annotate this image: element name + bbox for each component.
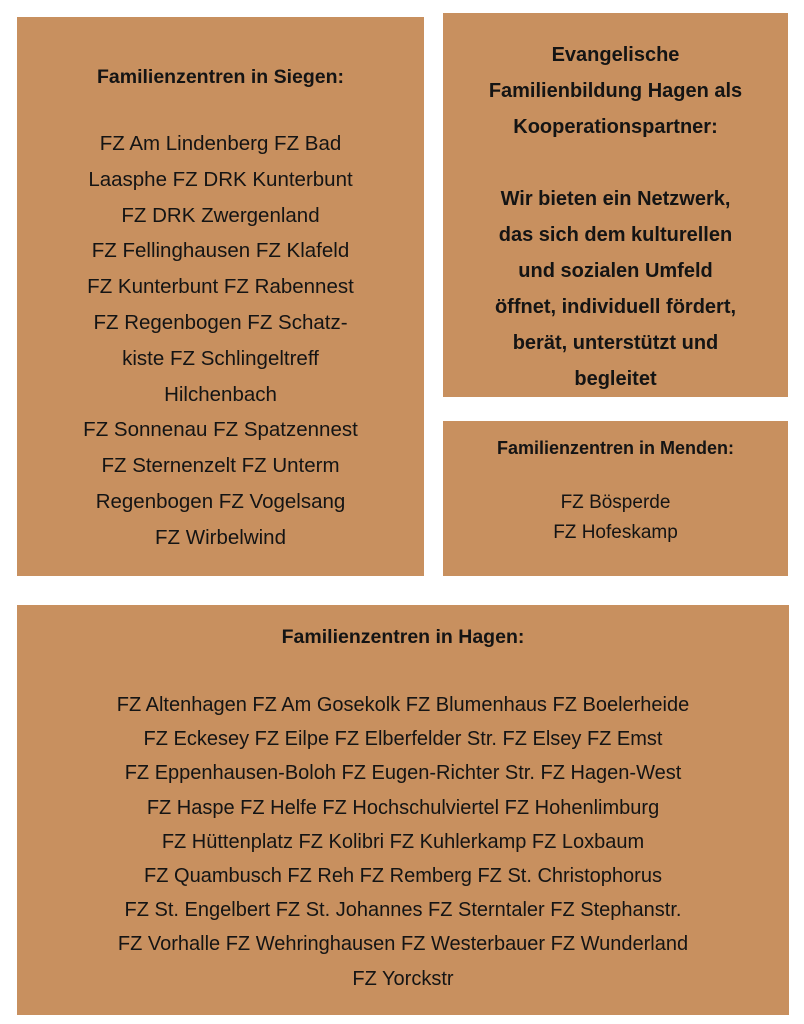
evangelisch-body-line: öffnet, individuell fördert, xyxy=(494,296,737,318)
hagen-line: FZ Yorckstr xyxy=(352,967,454,990)
siegen-line: Regenbogen FZ Vogelsang xyxy=(95,489,346,513)
hagen-box xyxy=(17,605,789,1015)
evangelisch-title-line: Familienbildung Hagen als xyxy=(488,80,743,102)
siegen-line: Laasphe FZ DRK Kunterbunt xyxy=(88,167,353,191)
hagen-line: FZ St. Engelbert FZ St. Johannes FZ Sterntaler FZ Stephanstr. xyxy=(124,899,682,922)
hagen-line: FZ Eckesey FZ Eilpe FZ Elberfelder Str. FZ Elsey FZ Emst xyxy=(143,728,663,751)
siegen-line: FZ Kunterbunt FZ Rabennest xyxy=(87,275,354,299)
menden-line: FZ Bösperde xyxy=(560,492,671,513)
menden-line: FZ Hofeskamp xyxy=(553,522,678,543)
siegen-line: FZ Sternenzelt FZ Unterm xyxy=(101,454,340,478)
hagen-line: FZ Quambusch FZ Reh FZ Remberg FZ St. Christophorus xyxy=(144,865,662,888)
menden-title: Familienzentren in Menden: xyxy=(496,438,735,458)
siegen-line: FZ Fellinghausen FZ Klafeld xyxy=(91,239,350,263)
evangelisch-body-line: und sozialen Umfeld xyxy=(518,260,713,282)
evangelisch-box xyxy=(443,13,788,397)
evangelisch-title xyxy=(443,37,788,145)
siegen-line: FZ Regenbogen FZ Schatz- xyxy=(93,310,348,334)
siegen-line: kiste FZ Schlingeltreff xyxy=(122,346,319,370)
hagen-line: FZ Haspe FZ Helfe FZ Hochschulviertel FZ Hohenlimburg xyxy=(146,796,660,819)
siegen-title: Familienzentren in Siegen: xyxy=(96,66,345,88)
evangelisch-body xyxy=(443,181,788,397)
hagen-line: FZ Hüttenplatz FZ Kolibri FZ Kuhlerkamp FZ Loxbaum xyxy=(161,830,645,853)
siegen-box xyxy=(17,17,424,576)
evangelisch-body-line: begleitet xyxy=(574,368,657,390)
siegen-line: FZ Am Lindenberg FZ Bad xyxy=(99,132,342,155)
evangelisch-title-line: Evangelische xyxy=(551,44,680,66)
evangelisch-body-line: das sich dem kulturellen xyxy=(498,224,733,246)
evangelisch-body-line: Wir bieten ein Netzwerk, xyxy=(500,188,731,210)
evangelisch-title-line: Kooperationspartner: xyxy=(513,116,718,138)
siegen-line: FZ DRK Zwergenland xyxy=(121,203,320,227)
siegen-line: FZ Wirbelwind xyxy=(155,525,286,549)
siegen-line: Hilchenbach xyxy=(164,382,277,406)
hagen-title: Familienzentren in Hagen: xyxy=(281,626,525,648)
menden-box xyxy=(443,421,788,576)
evangelisch-body-line: berät, unterstützt und xyxy=(512,332,719,354)
spacer xyxy=(443,145,788,181)
hagen-line: FZ Altenhagen FZ Am Gosekolk FZ Blumenhaus FZ Boelerheide xyxy=(116,694,690,716)
hagen-line: FZ Vorhalle FZ Wehringhausen FZ Westerbauer FZ Wunderland xyxy=(117,933,689,956)
siegen-line: FZ Sonnenau FZ Spatzennest xyxy=(83,418,358,442)
hagen-line: FZ Eppenhausen-Boloh FZ Eugen-Richter Str. FZ Hagen-West xyxy=(124,762,682,785)
